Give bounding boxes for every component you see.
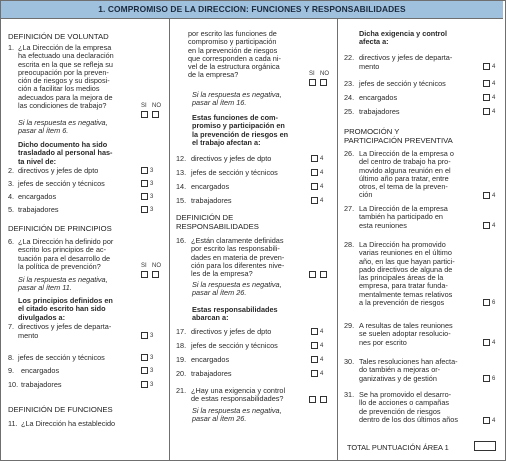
item-text-cont: mento <box>359 62 380 71</box>
q11-no-checkbox[interactable] <box>320 79 327 86</box>
item-number: 2. <box>8 166 15 175</box>
q26-line: movido alguna reunión en el <box>359 165 451 175</box>
note-line: pasar al ítem 16. <box>192 98 247 108</box>
item-text: jefes de sección y técnicos <box>191 341 278 350</box>
question-30 <box>344 358 502 386</box>
question-text <box>18 238 113 271</box>
item-number: 12. <box>176 154 187 163</box>
item-number: 24. <box>344 93 355 102</box>
item-score: 4 <box>320 170 324 176</box>
section-definicion-voluntad: DEFINICIÓN DE VOLUNTAD <box>8 32 109 41</box>
item-checkbox[interactable] <box>141 180 148 187</box>
subheading-line: el trabajo afectan a: <box>192 137 261 147</box>
question-number: 31. <box>344 390 355 399</box>
list-item <box>8 354 163 363</box>
q30-line: ganizativas y de gestión <box>359 373 437 383</box>
subheading-line: Estas responsabilidades <box>192 305 278 314</box>
q27-line: La Dirección de la empresa <box>359 204 448 213</box>
q27-line: esta reuniones <box>359 220 407 230</box>
item-number: 14. <box>176 182 187 191</box>
q11-line: vel de la estructura orgánica <box>188 62 280 72</box>
q27-line: también ha participado en <box>359 212 443 222</box>
q28-line: La Dirección ha promovido <box>359 240 446 249</box>
item-number: 13. <box>176 168 187 177</box>
list-item <box>176 370 334 379</box>
q29-line: nes por escrito <box>359 337 407 347</box>
list-item <box>176 197 334 206</box>
question-number: 16. <box>176 236 187 245</box>
q6-si-checkbox[interactable] <box>141 271 148 278</box>
si-label: SI <box>309 71 315 77</box>
item-score: 3 <box>150 194 154 200</box>
q1-line: adecuados para la mejora de <box>18 92 113 102</box>
list-item <box>344 108 502 117</box>
section-definicion-principios: DEFINICIÓN DE PRINCIPIOS <box>8 224 112 233</box>
note-line: Si la respuesta es negativa, <box>18 118 108 127</box>
item-number: 19. <box>176 355 187 364</box>
q26-line: del centro de trabajo ha pro- <box>359 157 451 167</box>
question-text <box>359 322 453 347</box>
subheading-divulgados <box>18 297 113 322</box>
item-checkbox[interactable] <box>483 192 490 199</box>
item-number: 5. <box>8 205 15 214</box>
note-line: pasar al ítem 6. <box>18 126 69 136</box>
q16-si-checkbox[interactable] <box>309 271 316 278</box>
list-item <box>8 180 163 189</box>
subheading-line: la prevención de riesgos en <box>192 129 289 139</box>
subheading-line: abarcan a: <box>192 313 229 323</box>
item-checkbox[interactable] <box>141 193 148 200</box>
list-item <box>8 367 163 376</box>
item-text: directivos y jefes de departa- <box>18 322 112 331</box>
list-item <box>344 94 502 103</box>
item-checkbox[interactable] <box>311 197 318 204</box>
q16-no-checkbox[interactable] <box>320 271 327 278</box>
item-checkbox[interactable] <box>311 370 318 377</box>
question-text: ¿La Dirección ha establecido <box>21 419 116 428</box>
list-item <box>8 206 163 215</box>
list-item <box>176 342 334 351</box>
question-31 <box>344 391 502 427</box>
list-item <box>8 193 163 202</box>
q1-line: preocupación por la preven- <box>18 67 109 77</box>
item-checkbox[interactable] <box>483 63 490 70</box>
section-promocion-participacion <box>344 127 453 145</box>
q26-line: ción <box>359 190 373 200</box>
item-score: 4 <box>492 418 496 424</box>
section-definicion-responsabilidades <box>176 213 259 231</box>
item-checkbox[interactable] <box>483 94 490 101</box>
q11-line: de la empresa? <box>188 70 239 80</box>
question-number: 28. <box>344 240 355 249</box>
q11-si-checkbox[interactable] <box>309 79 316 86</box>
q11-line: por escrito las funciones de <box>188 29 277 38</box>
q1-line: ción de riesgos y su disposi- <box>18 76 110 86</box>
question-number: 30. <box>344 357 355 366</box>
q11-line: que corresponden a cada ni- <box>188 53 281 63</box>
question-number: 1. <box>8 43 15 52</box>
item-checkbox[interactable] <box>483 375 490 382</box>
q1-line: ha efectuado una declaración <box>18 51 114 61</box>
item-score: 4 <box>492 193 496 199</box>
q30-line: Tales resoluciones han afecta- <box>359 357 458 366</box>
item-score: 4 <box>320 357 324 363</box>
question-text <box>359 358 458 383</box>
item-text: jefes de sección y técnicos <box>18 353 105 362</box>
total-score-field[interactable] <box>474 441 496 451</box>
no-label: NO <box>152 103 161 109</box>
form-title: 1. COMPROMISO DE LA DIRECCION: FUNCIONES Y RESPONSABILIDADES <box>1 1 503 19</box>
note-line: Si la respuesta es negativa, <box>192 280 282 289</box>
question-text <box>359 150 454 200</box>
list-item <box>344 80 502 89</box>
item-text: encargados <box>21 366 60 375</box>
q21-note <box>192 407 282 424</box>
q6-note <box>18 276 108 293</box>
q11-note <box>192 91 282 108</box>
item-number: 10. <box>8 380 19 389</box>
note-line: Si la respuesta es negativa, <box>18 275 108 284</box>
subheading-line: trasladado al personal has- <box>18 148 113 158</box>
q28-line: a la prevención de riesgos <box>359 298 445 308</box>
item-score: 4 <box>492 81 496 87</box>
item-text-cont: mento <box>18 331 39 340</box>
q11-line: compromiso y participación <box>188 37 277 47</box>
item-score: 4 <box>320 184 324 190</box>
item-checkbox[interactable] <box>141 381 148 388</box>
q16-line: ¿Están claramente definidas <box>191 236 284 245</box>
subheading-funciones-afectan <box>192 114 288 147</box>
item-checkbox[interactable] <box>141 367 148 374</box>
q6-line: la política de prevención? <box>18 261 101 271</box>
question-number: 27. <box>344 204 355 213</box>
total-label: TOTAL PUNTUACIÓN ÁREA 1 <box>347 443 449 452</box>
item-checkbox[interactable] <box>141 206 148 213</box>
q16-note <box>192 281 282 298</box>
list-item <box>176 183 334 192</box>
q30-line: do también a mejoras or- <box>359 365 441 375</box>
list-item <box>8 323 163 341</box>
item-checkbox[interactable] <box>141 167 148 174</box>
item-number: 25. <box>344 107 355 116</box>
list-item <box>176 155 334 164</box>
note-line: pasar al ítem 26. <box>192 414 247 424</box>
section-line: PROMOCIÓN Y <box>344 127 400 136</box>
q6-line: escrito los principios de ac- <box>18 245 107 255</box>
item-checkbox[interactable] <box>483 80 490 87</box>
q6-no-checkbox[interactable] <box>152 271 159 278</box>
item-score: 3 <box>150 368 154 374</box>
question-number: 29. <box>344 321 355 330</box>
item-score: 4 <box>320 371 324 377</box>
list-item <box>344 54 502 72</box>
item-text: trabajadores <box>359 107 400 116</box>
item-text: encargados <box>191 355 230 364</box>
question-text <box>359 241 455 307</box>
item-number: 9. <box>8 366 15 375</box>
q1-no-checkbox[interactable] <box>152 111 159 118</box>
item-score: 3 <box>150 168 154 174</box>
q26-line: último año para tratar, entre <box>359 173 449 183</box>
item-number: 4. <box>8 192 15 201</box>
item-text: encargados <box>18 192 57 201</box>
q28-line: mentalmente temas relativos <box>359 289 453 299</box>
item-checkbox[interactable] <box>483 339 490 346</box>
item-score: 4 <box>320 329 324 335</box>
note-line: pasar al ítem 11. <box>18 283 72 293</box>
q28-line: varias reuniones en el último <box>359 248 452 258</box>
question-29 <box>344 322 502 350</box>
q31-line: dentro de los dos últimos años <box>359 414 458 424</box>
item-number: 3. <box>8 179 15 188</box>
q1-line: escrita en la que se refleja su <box>18 59 113 69</box>
q21-line: ¿Hay una exigencia y control <box>191 386 286 395</box>
q26-line: La Dirección de la empresa o <box>359 149 454 158</box>
q16-line: les de la empresa? <box>191 269 253 279</box>
column-1 <box>0 18 170 461</box>
subheading-line: promiso y participación en <box>192 121 285 131</box>
item-number: 8. <box>8 353 15 362</box>
subheading-responsabilidades-abarcan <box>192 306 278 323</box>
q1-line: ción a facilitar los medios <box>18 84 100 94</box>
q11-line: en la prevención de riesgos <box>188 45 278 55</box>
question-text <box>18 44 114 110</box>
q28-line: pado directivos de alguna de <box>359 264 453 274</box>
item-score: 3 <box>150 333 154 339</box>
subheading-line: Dicho documento ha sido <box>18 140 108 149</box>
q16-line: por escrito las responsabili- <box>191 244 280 254</box>
item-checkbox[interactable] <box>311 183 318 190</box>
item-score: 3 <box>150 382 154 388</box>
subheading-line: Estas funciones de com- <box>192 113 278 122</box>
subheading-line: ta nivel de: <box>18 156 57 166</box>
subheading-line: el citado escrito han sido <box>18 304 106 314</box>
item-score: 3 <box>150 181 154 187</box>
q1-line: ¿La Dirección de la empresa <box>18 43 112 52</box>
question-text <box>191 237 284 278</box>
list-item <box>176 328 334 337</box>
note-line: Si la respuesta es negativa, <box>192 406 282 415</box>
q6-line: tuación para el desarrollo de <box>18 253 111 263</box>
item-checkbox[interactable] <box>311 155 318 162</box>
item-text: jefes de sección y técnicos <box>191 168 278 177</box>
q21-no-checkbox[interactable] <box>320 396 327 403</box>
subheading-trasladado <box>18 141 113 166</box>
subheading-line: Los principios definidos en <box>18 296 113 305</box>
item-text: trabajadores <box>191 196 232 205</box>
item-checkbox[interactable] <box>141 354 148 361</box>
item-score: 4 <box>492 64 496 70</box>
question-number: 6. <box>8 237 15 246</box>
si-label: SI <box>141 103 147 109</box>
item-text: directivos y jefes de dpto <box>191 327 272 336</box>
item-text: directivos y jefes de dpto <box>18 166 99 175</box>
item-text: trabajadores <box>191 369 232 378</box>
item-checkbox[interactable] <box>483 299 490 306</box>
list-item <box>8 381 163 390</box>
section-line: RESPONSABILIDADES <box>176 222 259 231</box>
item-text: trabajadores <box>21 380 62 389</box>
question-text <box>191 387 285 404</box>
q6-line: ¿La Dirección ha definido por <box>18 237 114 246</box>
item-score: 4 <box>492 95 496 101</box>
q1-note <box>18 119 108 136</box>
item-number: 18. <box>176 341 187 350</box>
item-text: jefes de sección y técnicos <box>359 79 446 88</box>
q21-si-checkbox[interactable] <box>309 396 316 403</box>
no-label: NO <box>320 71 329 77</box>
item-text: directivos y jefes de dpto <box>191 154 272 163</box>
note-line: pasar al ítem 26. <box>192 288 247 298</box>
si-label: SI <box>141 263 147 269</box>
q16-line: dades en materia de preven- <box>191 252 285 262</box>
q21-line: de estas responsabilidades? <box>191 394 284 404</box>
item-score: 4 <box>320 343 324 349</box>
column-3 <box>338 18 506 461</box>
question-26 <box>344 150 502 202</box>
item-checkbox[interactable] <box>141 332 148 339</box>
q28-line: las principales áreas de la <box>359 273 444 283</box>
item-checkbox[interactable] <box>311 328 318 335</box>
q31-line: Se ha promovido el desarro- <box>359 390 452 399</box>
subheading-line: divulgados a: <box>18 312 66 322</box>
item-text: directivos y jefes de departa- <box>359 53 453 62</box>
section-line: DEFINICIÓN DE <box>176 213 234 222</box>
question-11-continued <box>188 30 281 80</box>
question-text <box>359 205 448 230</box>
item-text: trabajadores <box>18 205 59 214</box>
item-number: 15. <box>176 196 187 205</box>
item-score: 3 <box>150 207 154 213</box>
list-item <box>176 356 334 365</box>
section-definicion-funciones: DEFINICIÓN DE FUNCIONES <box>8 405 113 414</box>
question-28 <box>344 241 502 311</box>
item-number: 17. <box>176 327 187 336</box>
q16-line: ción para los diferentes nive- <box>191 260 285 270</box>
item-text: encargados <box>191 182 230 191</box>
section-line: PARTICIPACIÓN PREVENTIVA <box>344 136 453 145</box>
item-number: 22. <box>344 53 355 62</box>
question-number: 26. <box>344 149 355 158</box>
item-number: 23. <box>344 79 355 88</box>
item-score: 6 <box>492 376 496 382</box>
item-score: 4 <box>492 340 496 346</box>
item-score: 4 <box>320 198 324 204</box>
item-score: 4 <box>492 109 496 115</box>
subheading-line: Dicha exigencia y control <box>359 29 447 38</box>
item-score: 6 <box>492 300 496 306</box>
item-number: 7. <box>8 322 15 331</box>
question-27 <box>344 205 502 233</box>
item-number: 20. <box>176 369 187 378</box>
question-number: 11. <box>8 419 18 428</box>
column-2 <box>170 18 338 461</box>
item-score: 4 <box>492 223 496 229</box>
q31-line: llo de acciones o campañas <box>359 398 450 408</box>
list-item <box>8 167 163 176</box>
item-score: 3 <box>150 355 154 361</box>
item-text: jefes de sección y técnicos <box>18 179 105 188</box>
no-label: NO <box>152 263 161 269</box>
subheading-exigencia-afecta <box>359 30 447 47</box>
item-checkbox[interactable] <box>483 222 490 229</box>
item-checkbox[interactable] <box>311 342 318 349</box>
item-score: 4 <box>320 156 324 162</box>
note-line: Si la respuesta es negativa, <box>192 90 282 99</box>
q29-line: se suelen adoptar resolucio- <box>359 329 451 339</box>
subheading-line: afecta a: <box>359 37 389 47</box>
item-checkbox[interactable] <box>311 356 318 363</box>
q1-line: las condiciones de trabajo? <box>18 101 107 111</box>
q31-line: de prevención de riesgos <box>359 406 441 416</box>
question-text <box>359 391 458 424</box>
q1-si-checkbox[interactable] <box>141 111 148 118</box>
item-checkbox[interactable] <box>311 169 318 176</box>
q29-line: A resultas de tales reuniones <box>359 321 453 330</box>
q28-line: empresa, para tratar funda- <box>359 281 448 291</box>
list-item <box>176 169 334 178</box>
item-text: encargados <box>359 93 398 102</box>
question-number: 21. <box>176 386 187 395</box>
q26-line: otros, el tema de la preven- <box>359 182 448 192</box>
item-checkbox[interactable] <box>483 108 490 115</box>
item-checkbox[interactable] <box>483 417 490 424</box>
q28-line: año, en las que hayan partici- <box>359 256 455 266</box>
